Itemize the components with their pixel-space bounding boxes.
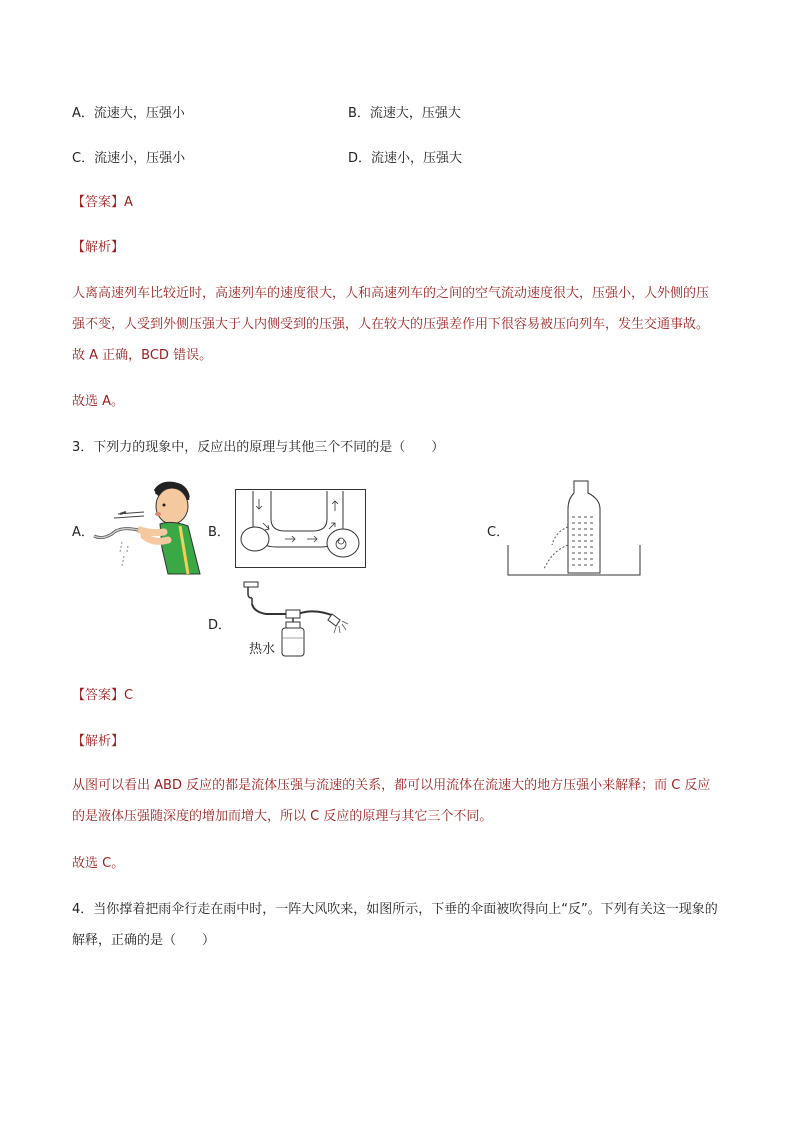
q2-conclusion: 故选 A。 xyxy=(72,394,125,409)
q3-stem: 3．下列力的现象中，反应出的原理与其他三个不同的是（ ） xyxy=(72,440,445,455)
q3-analysis-text: 从图可以看出 ABD 反应的都是流体压强与流速的关系，都可以用流体在流速大的地方压强小来解释；而 C 反应的是液体压强随深度的增加而增大，所以 C 反应的原理与其它三个不同。 xyxy=(72,778,711,824)
option-letter: B． xyxy=(348,106,370,121)
q2-option-a xyxy=(72,102,185,121)
q2-option-d xyxy=(348,147,462,166)
option-text: 流速大，压强小 xyxy=(93,106,185,121)
answer-value: C xyxy=(124,688,134,703)
q3-conclusion: 故选 C。 xyxy=(72,856,125,871)
q3-answer xyxy=(72,684,133,703)
q3-option-a-letter: A． xyxy=(72,525,94,540)
answer-label: 【答案】 xyxy=(72,195,125,210)
answer-label: 【答案】 xyxy=(72,688,125,703)
option-letter: C． xyxy=(72,151,95,166)
figure-a-boy-blowing xyxy=(92,478,204,578)
option-letter: A． xyxy=(72,106,94,121)
option-text: 流速大，压强大 xyxy=(369,106,461,121)
q3-option-c-letter: C． xyxy=(487,525,510,540)
q2-option-b xyxy=(348,102,461,121)
q2-analysis-label: 【解析】 xyxy=(72,240,125,255)
figure-b-burrow-airflow xyxy=(235,489,367,569)
q3-option-b-letter: B． xyxy=(208,525,230,540)
figure-d-label: 热水 xyxy=(249,642,276,657)
q3-option-d-letter: D． xyxy=(208,618,232,633)
option-text: 流速小，压强大 xyxy=(371,151,463,166)
answer-value: A xyxy=(124,195,133,210)
q2-answer xyxy=(72,191,133,210)
option-text: 流速小，压强小 xyxy=(94,151,186,166)
q3-analysis-label: 【解析】 xyxy=(72,734,125,749)
figure-c-bottle-water-jets xyxy=(508,479,642,577)
option-letter: D． xyxy=(348,151,372,166)
q2-option-c xyxy=(72,147,185,166)
q4-stem: 4．当你撑着把雨伞行走在雨中时，一阵大风吹来，如图所示，下垂的伞面被吹得向上“反”。下列有关这一现象的解释，正确的是（ ） xyxy=(72,902,718,948)
q2-analysis-text: 人离高速列车比较近时，高速列车的速度很大，人和高速列车的之间的空气流动速度很大，压强小，人外侧的压强不变，人受到外侧压强大于人内侧受到的压强，人在较大的压强差作用下很容易被压向列车，发生交通事故。故 A 正确，BCD 错误。 xyxy=(72,286,710,363)
